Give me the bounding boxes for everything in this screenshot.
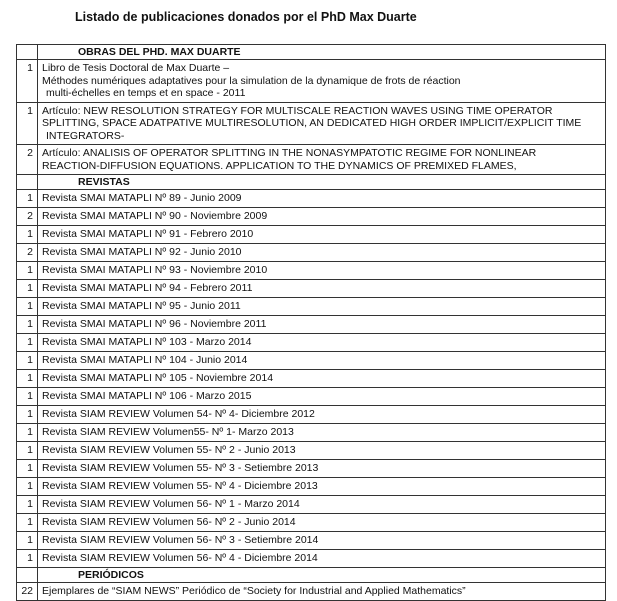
description-line: Revista SIAM REVIEW Volumen 55- Nº 2 - Junio 2013 [42, 444, 296, 456]
quantity-cell: 1 [17, 550, 38, 568]
description-cell [38, 190, 606, 208]
section-heading: REVISTAS [38, 175, 606, 190]
description-cell [38, 334, 606, 352]
quantity-cell: 1 [17, 514, 38, 532]
table-row [17, 190, 606, 208]
description-cell [38, 244, 606, 262]
table-row [17, 208, 606, 226]
table-row [17, 316, 606, 334]
description-line: Méthodes numériques adaptatives pour la simulation de la dynamique de frots de réaction [42, 74, 461, 87]
quantity-cell: 1 [17, 226, 38, 244]
description-cell [38, 316, 606, 334]
description-line: Revista SIAM REVIEW Volumen 54- Nº 4- Diciembre 2012 [42, 408, 315, 420]
description-line: SPLITTING, SPACE ADATPATIVE MULTIRESOLUTION, AN DEDICATED HIGH ORDER IMPLICIT/EXPLICIT TIME [42, 117, 582, 129]
description-line: Revista SMAI MATAPLI Nº 106 - Marzo 2015 [42, 390, 252, 402]
description-line: Revista SMAI MATAPLI Nº 94 - Febrero 2011 [42, 282, 253, 294]
quantity-cell: 1 [17, 532, 38, 550]
description-cell [38, 298, 606, 316]
description-line: Revista SIAM REVIEW Volumen 56- Nº 3 - Setiembre 2014 [42, 534, 319, 546]
description-line: Ejemplares de “SIAM NEWS” Periódico de “Society for Industrial and Applied Mathematics” [42, 585, 466, 597]
section-header-row [17, 175, 606, 190]
table-row [17, 550, 606, 568]
table-row [17, 334, 606, 352]
quantity-cell: 1 [17, 388, 38, 406]
description-cell [38, 442, 606, 460]
publications-table-body [17, 45, 606, 601]
description-line: Artículo: ANALISIS OF OPERATOR SPLITTING IN THE NONASYMPATOTIC REGIME FOR NONLINEAR [42, 147, 537, 159]
description-cell [38, 514, 606, 532]
description-line: INTEGRATORS- [46, 129, 125, 142]
quantity-cell: 1 [17, 280, 38, 298]
section-heading: PERIÓDICOS [38, 568, 606, 583]
table-row [17, 102, 606, 145]
description-cell [38, 406, 606, 424]
table-row [17, 244, 606, 262]
quantity-cell: 2 [17, 145, 38, 175]
description-line: multi-échelles en temps et en space - 2011 [46, 87, 246, 99]
description-line: Revista SMAI MATAPLI Nº 104 - Junio 2014 [42, 354, 248, 366]
description-line: REACTION-DIFFUSION EQUATIONS. APPLICATION TO THE DYNAMICS OF PREMIXED FLAMES, [42, 159, 517, 172]
description-line: Revista SMAI MATAPLI Nº 93 - Noviembre 2010 [42, 264, 268, 276]
table-row [17, 370, 606, 388]
table-row [17, 442, 606, 460]
description-line: Revista SMAI MATAPLI Nº 91 - Febrero 2010 [42, 228, 254, 240]
quantity-cell: 1 [17, 298, 38, 316]
table-row [17, 262, 606, 280]
description-line: Revista SIAM REVIEW Volumen55- Nº 1- Marzo 2013 [42, 426, 294, 438]
description-cell [38, 102, 606, 145]
page-title: Listado de publicaciones donados por el PhD Max Duarte [75, 10, 417, 24]
table-row [17, 226, 606, 244]
quantity-cell: 22 [17, 583, 38, 601]
quantity-cell: 1 [17, 102, 38, 145]
quantity-cell: 1 [17, 496, 38, 514]
description-line: Artículo: NEW RESOLUTION STRATEGY FOR MULTISCALE REACTION WAVES USING TIME OPERATOR [42, 104, 553, 117]
description-line: Revista SMAI MATAPLI Nº 90 - Noviembre 2009 [42, 210, 268, 222]
quantity-cell: 1 [17, 190, 38, 208]
section-header-row [17, 568, 606, 583]
description-cell [38, 145, 606, 175]
table-row [17, 478, 606, 496]
table-row [17, 496, 606, 514]
description-line: Revista SMAI MATAPLI Nº 92 - Junio 2010 [42, 246, 242, 258]
table-row [17, 583, 606, 601]
description-line: Revista SMAI MATAPLI Nº 96 - Noviembre 2011 [42, 318, 267, 330]
description-cell [38, 370, 606, 388]
description-cell [38, 532, 606, 550]
description-line: Revista SIAM REVIEW Volumen 55- Nº 3 - Setiembre 2013 [42, 462, 319, 474]
description-cell [38, 460, 606, 478]
quantity-cell: 1 [17, 262, 38, 280]
description-cell [38, 496, 606, 514]
table-row [17, 424, 606, 442]
quantity-cell: 2 [17, 244, 38, 262]
description-line: Revista SMAI MATAPLI Nº 103 - Marzo 2014 [42, 336, 252, 348]
description-cell [38, 60, 606, 103]
description-cell [38, 478, 606, 496]
quantity-cell: 1 [17, 334, 38, 352]
publications-table [16, 44, 606, 601]
section-header-qty-cell [17, 175, 38, 190]
description-line: Revista SIAM REVIEW Volumen 56- Nº 2 - Junio 2014 [42, 516, 296, 528]
description-cell [38, 550, 606, 568]
section-heading: OBRAS DEL PHD. MAX DUARTE [38, 45, 606, 60]
description-cell [38, 388, 606, 406]
quantity-cell: 1 [17, 442, 38, 460]
quantity-cell: 1 [17, 424, 38, 442]
table-row [17, 352, 606, 370]
description-cell [38, 583, 606, 601]
section-header-row [17, 45, 606, 60]
quantity-cell: 1 [17, 406, 38, 424]
description-cell [38, 262, 606, 280]
table-row [17, 298, 606, 316]
description-cell [38, 208, 606, 226]
quantity-cell: 1 [17, 352, 38, 370]
table-row [17, 145, 606, 175]
quantity-cell: 1 [17, 460, 38, 478]
description-cell [38, 424, 606, 442]
description-line: Revista SMAI MATAPLI Nº 105 - Noviembre 2014 [42, 372, 274, 384]
description-line: Revista SIAM REVIEW Volumen 56- Nº 1 - Marzo 2014 [42, 498, 300, 510]
quantity-cell: 1 [17, 478, 38, 496]
description-line: Revista SIAM REVIEW Volumen 55- Nº 4 - Diciembre 2013 [42, 480, 318, 492]
description-line: Revista SIAM REVIEW Volumen 56- Nº 4 - Diciembre 2014 [42, 552, 318, 564]
description-cell [38, 352, 606, 370]
table-row [17, 60, 606, 103]
description-line: Revista SMAI MATAPLI Nº 89 - Junio 2009 [42, 192, 242, 204]
section-header-qty-cell [17, 568, 38, 583]
quantity-cell: 1 [17, 60, 38, 103]
table-row [17, 406, 606, 424]
description-cell [38, 280, 606, 298]
table-row [17, 532, 606, 550]
quantity-cell: 2 [17, 208, 38, 226]
description-line: Libro de Tesis Doctoral de Max Duarte – [42, 62, 230, 74]
table-row [17, 514, 606, 532]
table-row [17, 388, 606, 406]
description-cell [38, 226, 606, 244]
quantity-cell: 1 [17, 316, 38, 334]
description-line: Revista SMAI MATAPLI Nº 95 - Junio 2011 [42, 300, 241, 312]
table-row [17, 460, 606, 478]
table-row [17, 280, 606, 298]
section-header-qty-cell [17, 45, 38, 60]
quantity-cell: 1 [17, 370, 38, 388]
